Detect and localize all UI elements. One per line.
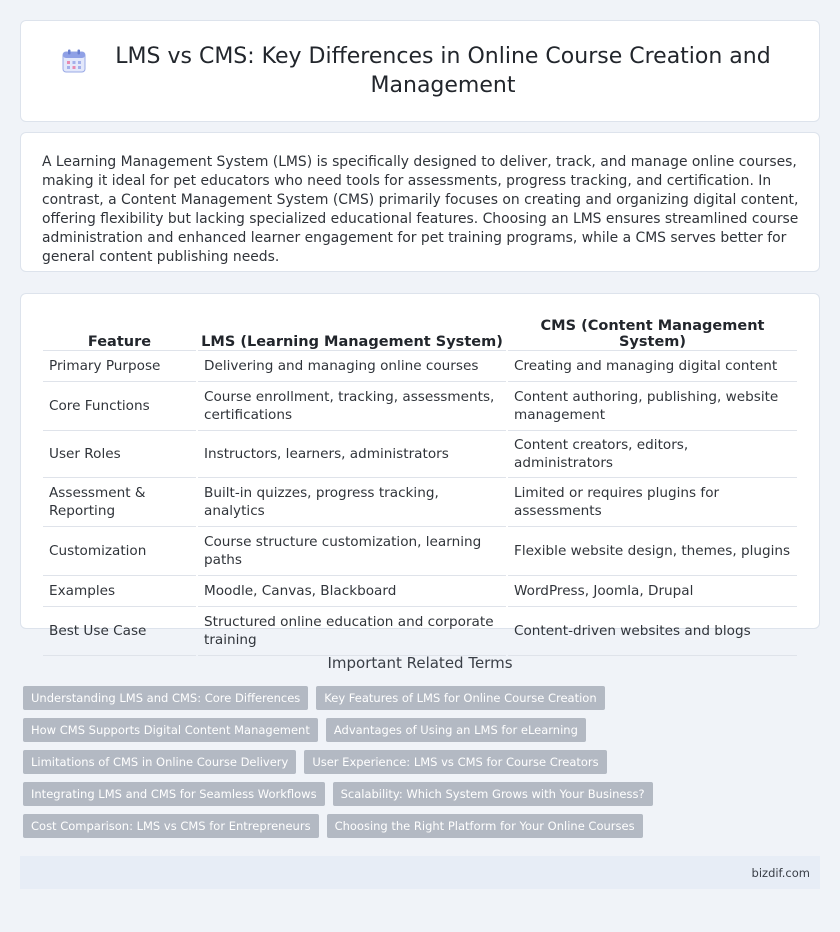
related-term-link[interactable]: Key Features of LMS for Online Course Creation xyxy=(316,686,604,710)
site-link[interactable]: bizdif.com xyxy=(751,865,810,880)
lms-cell: Course enrollment, tracking, assessments, certifications xyxy=(198,382,506,431)
related-term-link[interactable]: User Experience: LMS vs CMS for Course Creators xyxy=(304,750,606,774)
cms-cell: Creating and managing digital content xyxy=(508,351,797,382)
feature-cell: Primary Purpose xyxy=(43,351,196,382)
feature-cell: Best Use Case xyxy=(43,607,196,656)
related-term-link[interactable]: Integrating LMS and CMS for Seamless Workflows xyxy=(23,782,325,806)
feature-cell: Examples xyxy=(43,576,196,607)
cms-cell: Content creators, editors, administrators xyxy=(508,431,797,478)
lms-cell: Instructors, learners, administrators xyxy=(198,431,506,478)
header-lms: LMS (Learning Management System) xyxy=(198,314,506,351)
header-inner xyxy=(61,42,779,100)
table-row xyxy=(43,431,797,478)
feature-cell: Customization xyxy=(43,527,196,576)
table-row xyxy=(43,576,797,607)
table-row xyxy=(43,607,797,656)
cms-cell: Content-driven websites and blogs xyxy=(508,607,797,656)
table-row xyxy=(43,351,797,382)
related-term-link[interactable]: Understanding LMS and CMS: Core Differences xyxy=(23,686,308,710)
related-term-link[interactable]: How CMS Supports Digital Content Management xyxy=(23,718,318,742)
related-term-link[interactable]: Advantages of Using an LMS for eLearning xyxy=(326,718,586,742)
feature-cell: User Roles xyxy=(43,431,196,478)
feature-cell: Core Functions xyxy=(43,382,196,431)
header-cms: CMS (Content Management System) xyxy=(508,314,797,351)
related-terms-title: Important Related Terms xyxy=(327,654,513,672)
cms-cell: WordPress, Joomla, Drupal xyxy=(508,576,797,607)
lms-cell: Course structure customization, learning paths xyxy=(198,527,506,576)
intro-card xyxy=(20,132,820,272)
related-term-link[interactable]: Choosing the Right Platform for Your Online Courses xyxy=(327,814,643,838)
related-term-link[interactable]: Limitations of CMS in Online Course Delivery xyxy=(23,750,296,774)
table-header-row xyxy=(43,314,797,351)
calendar-icon xyxy=(61,48,87,74)
page-title: LMS vs CMS: Key Differences in Online Course Creation and Management xyxy=(115,44,771,98)
lms-cell: Delivering and managing online courses xyxy=(198,351,506,382)
footer xyxy=(20,856,820,889)
related-terms-list xyxy=(23,686,820,838)
table-row xyxy=(43,478,797,527)
cms-cell: Flexible website design, themes, plugins xyxy=(508,527,797,576)
header-feature: Feature xyxy=(43,314,196,351)
intro-paragraph: A Learning Management System (LMS) is specifically designed to deliver, track, and manage online courses, making it ideal for pet educators who need tools for assessments, progress tracking, and certification. In contrast, a Content Management System (CMS) primarily focuses on creating and organizing digital content, offering flexibility but lacking specialized educational features. Choosing an LMS ensures streamlined course administration and enhanced learner engagement for pet training programs, while a CMS serves better for general content publishing needs. xyxy=(42,154,799,265)
lms-cell: Structured online education and corporate training xyxy=(198,607,506,656)
related-term-link[interactable]: Scalability: Which System Grows with Your Business? xyxy=(333,782,653,806)
comparison-table xyxy=(41,314,799,656)
lms-cell: Built-in quizzes, progress tracking, analytics xyxy=(198,478,506,527)
related-term-link[interactable]: Cost Comparison: LMS vs CMS for Entrepreneurs xyxy=(23,814,319,838)
cms-cell: Limited or requires plugins for assessments xyxy=(508,478,797,527)
lms-cell: Moodle, Canvas, Blackboard xyxy=(198,576,506,607)
header-card xyxy=(20,20,820,122)
table-row xyxy=(43,527,797,576)
table-row xyxy=(43,382,797,431)
comparison-table-card xyxy=(20,293,820,648)
cms-cell: Content authoring, publishing, website management xyxy=(508,382,797,431)
feature-cell: Assessment & Reporting xyxy=(43,478,196,527)
